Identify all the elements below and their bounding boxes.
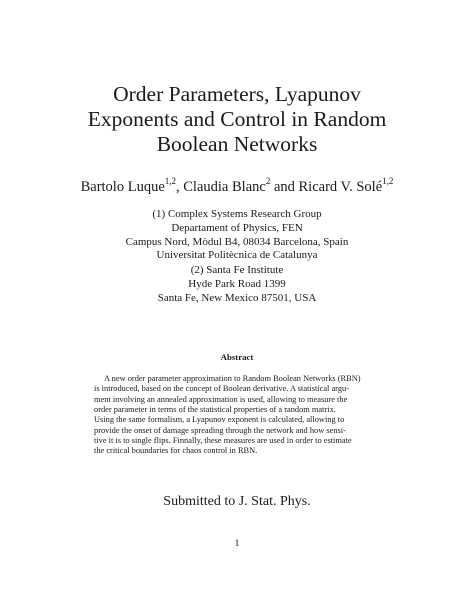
abstract-line: A new order parameter approximation to Random Boolean Networks (RBN) <box>104 374 361 383</box>
affiliation-block-2 <box>60 264 414 305</box>
title-line: Order Parameters, Lyapunov <box>113 82 361 106</box>
affiliation-line: Campus Nord, Mòdul B4, 08034 Barcelona, Spain <box>125 235 349 248</box>
abstract-line: Using the same formalism, a Lyapunov exponent is calculated, allowing to <box>94 415 345 425</box>
author-affiliation-mark: 2 <box>265 176 271 187</box>
title-line: Exponents and Control in Random <box>87 107 387 131</box>
abstract-body <box>94 374 384 457</box>
author-name: Ricard V. Solé <box>298 179 383 195</box>
affiliation-line: Departament of Physics, FEN <box>171 221 303 234</box>
author-separator: , <box>176 179 184 195</box>
abstract-line: order parameter in terms of the statistical properties of a random matrix. <box>94 405 336 415</box>
affiliation-block-1 <box>60 208 414 263</box>
affiliation-line: Hyde Park Road 1399 <box>188 277 286 290</box>
author-affiliation-mark: 1,2 <box>164 176 177 187</box>
abstract-line: is introduced, based on the concept of Boolean derivative. A statistical argu- <box>94 384 349 394</box>
abstract-heading: Abstract <box>220 352 254 362</box>
author-name: Bartolo Luque <box>80 179 165 195</box>
author-name: Claudia Blanc <box>183 179 266 195</box>
author-affiliation-mark: 1,2 <box>382 176 394 187</box>
abstract-line: ment involving an annealed approximation is used, allowing to measure the <box>94 394 348 404</box>
affiliation-line: Universitat Politècnica de Catalunya <box>156 249 318 262</box>
abstract-line: provide the onset of damage spreading through the network and how sensi- <box>94 425 346 435</box>
affiliation-line: (1) Complex Systems Research Group <box>152 208 322 220</box>
affiliation-line: Santa Fe, New Mexico 87501, USA <box>157 291 317 304</box>
abstract-line: the critical boundaries for chaos control in RBN. <box>94 446 258 456</box>
page-number: 1 <box>234 539 240 549</box>
title-line: Boolean Networks <box>156 132 318 156</box>
author-separator: and <box>270 179 299 195</box>
author-list <box>40 178 434 196</box>
paper-title <box>60 82 414 157</box>
abstract-line: tive it is to single flips. Finnally, these measures are used in order to estimate <box>94 436 352 446</box>
submission-note: Submitted to J. Stat. Phys. <box>163 494 311 509</box>
affiliation-line: (2) Santa Fe Institute <box>190 264 284 276</box>
